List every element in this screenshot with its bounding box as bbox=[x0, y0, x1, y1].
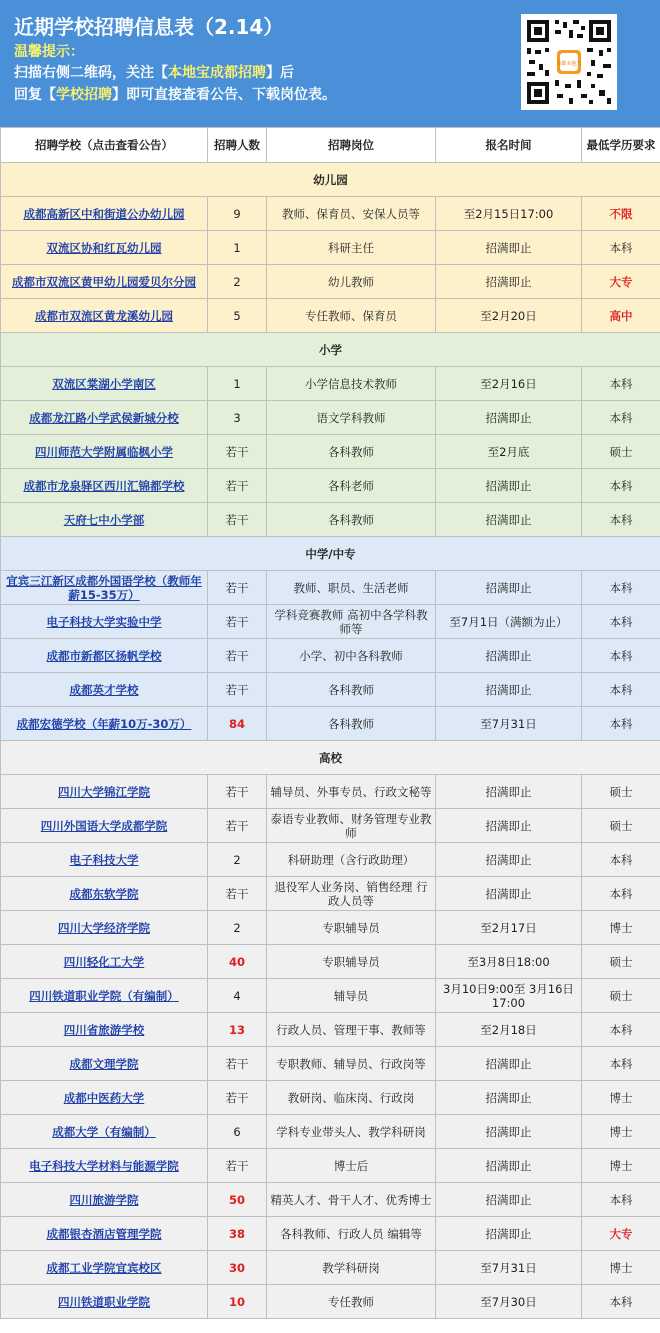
positions: 行政人员、管理干事、教师等 bbox=[267, 1013, 436, 1047]
school-link[interactable]: 宜宾三江新区成都外国语学校（教师年薪15-35万） bbox=[1, 571, 208, 605]
school-link[interactable]: 四川旅游学院 bbox=[1, 1183, 208, 1217]
positions: 各科教师、行政人员 编辑等 bbox=[267, 1217, 436, 1251]
min-education: 本科 bbox=[582, 639, 660, 673]
col-header-time: 报名时间 bbox=[436, 128, 582, 163]
school-link[interactable]: 电子科技大学实验中学 bbox=[1, 605, 208, 639]
positions: 小学、初中各科教师 bbox=[267, 639, 436, 673]
hiring-count: 若干 bbox=[208, 605, 267, 639]
hiring-count: 50 bbox=[208, 1183, 267, 1217]
school-link[interactable]: 成都高新区中和街道公办幼儿园 bbox=[1, 197, 208, 231]
hiring-count: 10 bbox=[208, 1285, 267, 1319]
school-link[interactable]: 四川省旅游学校 bbox=[1, 1013, 208, 1047]
hiring-count: 若干 bbox=[208, 1081, 267, 1115]
hiring-count: 若干 bbox=[208, 571, 267, 605]
table-row bbox=[1, 367, 660, 401]
application-time: 至3月8日18:00 bbox=[436, 945, 582, 979]
application-time: 招满即止 bbox=[436, 843, 582, 877]
qr-code-icon bbox=[521, 14, 617, 110]
school-link[interactable]: 成都大学（有编制） bbox=[1, 1115, 208, 1149]
instruction-text: 扫描右侧二维码，关注【 bbox=[14, 65, 168, 81]
instruction-text: 】后 bbox=[266, 65, 294, 81]
min-education: 硕士 bbox=[582, 775, 660, 809]
table-row bbox=[1, 911, 660, 945]
hint-label: 温馨提示： bbox=[14, 44, 84, 60]
school-link[interactable]: 双流区棠湖小学南区 bbox=[1, 367, 208, 401]
table-row bbox=[1, 571, 660, 605]
hiring-count: 4 bbox=[208, 979, 267, 1013]
col-header-count: 招聘人数 bbox=[208, 128, 267, 163]
hiring-count: 若干 bbox=[208, 877, 267, 911]
hiring-count: 若干 bbox=[208, 435, 267, 469]
application-time: 招满即止 bbox=[436, 265, 582, 299]
hiring-count: 3 bbox=[208, 401, 267, 435]
min-education: 硕士 bbox=[582, 945, 660, 979]
application-time: 招满即止 bbox=[436, 1149, 582, 1183]
min-education: 本科 bbox=[582, 231, 660, 265]
section-middle bbox=[1, 537, 660, 571]
table-row bbox=[1, 299, 660, 333]
hiring-count: 6 bbox=[208, 1115, 267, 1149]
application-time: 至2月底 bbox=[436, 435, 582, 469]
application-time: 招满即止 bbox=[436, 1115, 582, 1149]
hiring-count: 84 bbox=[208, 707, 267, 741]
school-link[interactable]: 四川师范大学附属临枫小学 bbox=[1, 435, 208, 469]
school-link[interactable]: 成都银杏酒店管理学院 bbox=[1, 1217, 208, 1251]
min-education: 博士 bbox=[582, 1115, 660, 1149]
application-time: 招满即止 bbox=[436, 1047, 582, 1081]
application-time: 3月10日9:00至 3月16日17:00 bbox=[436, 979, 582, 1013]
school-link[interactable]: 双流区协和红瓦幼儿园 bbox=[1, 231, 208, 265]
application-time: 至2月15日17:00 bbox=[436, 197, 582, 231]
school-link[interactable]: 四川大学经济学院 bbox=[1, 911, 208, 945]
positions: 博士后 bbox=[267, 1149, 436, 1183]
min-education: 本科 bbox=[582, 401, 660, 435]
min-education: 本科 bbox=[582, 843, 660, 877]
positions: 精英人才、骨干人才、优秀博士 bbox=[267, 1183, 436, 1217]
table-row bbox=[1, 197, 660, 231]
min-education: 硕士 bbox=[582, 435, 660, 469]
school-link[interactable]: 成都宏德学校（年薪10万-30万） bbox=[1, 707, 208, 741]
application-time: 至7月1日（满额为止） bbox=[436, 605, 582, 639]
section-primary bbox=[1, 333, 660, 367]
application-time: 招满即止 bbox=[436, 571, 582, 605]
hiring-count: 2 bbox=[208, 843, 267, 877]
min-education: 大专 bbox=[582, 265, 660, 299]
table-row bbox=[1, 945, 660, 979]
table-row bbox=[1, 1013, 660, 1047]
table-row bbox=[1, 1081, 660, 1115]
table-row bbox=[1, 1183, 660, 1217]
positions: 辅导员、外事专员、行政文秘等 bbox=[267, 775, 436, 809]
positions: 各科教师 bbox=[267, 673, 436, 707]
positions: 教师、职员、生活老师 bbox=[267, 571, 436, 605]
hiring-count: 若干 bbox=[208, 809, 267, 843]
instruction-text: 】即可直接查看公告、下载岗位表。 bbox=[112, 87, 336, 103]
hiring-count: 40 bbox=[208, 945, 267, 979]
school-link[interactable]: 成都工业学院宜宾校区 bbox=[1, 1251, 208, 1285]
min-education: 博士 bbox=[582, 1081, 660, 1115]
min-education: 本科 bbox=[582, 1013, 660, 1047]
positions: 语文学科教师 bbox=[267, 401, 436, 435]
application-time: 至7月31日 bbox=[436, 1251, 582, 1285]
school-link[interactable]: 成都龙江路小学武侯新城分校 bbox=[1, 401, 208, 435]
table-row bbox=[1, 673, 660, 707]
application-time: 招满即止 bbox=[436, 639, 582, 673]
positions: 各科教师 bbox=[267, 503, 436, 537]
application-time: 招满即止 bbox=[436, 231, 582, 265]
min-education: 博士 bbox=[582, 1149, 660, 1183]
positions: 泰语专业教师、财务管理专业教师 bbox=[267, 809, 436, 843]
hiring-count: 若干 bbox=[208, 1047, 267, 1081]
application-time: 招满即止 bbox=[436, 673, 582, 707]
positions: 退役军人业务岗、销售经理 行政人员等 bbox=[267, 877, 436, 911]
table-row bbox=[1, 605, 660, 639]
application-time: 至7月30日 bbox=[436, 1285, 582, 1319]
table-row bbox=[1, 1217, 660, 1251]
table-row bbox=[1, 775, 660, 809]
section-kindergarten bbox=[1, 163, 660, 197]
school-link[interactable]: 成都市双流区黄甲幼儿园爱贝尔分园 bbox=[1, 265, 208, 299]
min-education: 本科 bbox=[582, 571, 660, 605]
positions: 学科专业带头人、教学科研岗 bbox=[267, 1115, 436, 1149]
school-link[interactable]: 成都中医药大学 bbox=[1, 1081, 208, 1115]
hiring-count: 1 bbox=[208, 367, 267, 401]
hiring-count: 若干 bbox=[208, 503, 267, 537]
col-header-education: 最低学历要求 bbox=[582, 128, 660, 163]
school-link[interactable]: 电子科技大学材料与能源学院 bbox=[1, 1149, 208, 1183]
positions: 各科老师 bbox=[267, 469, 436, 503]
keyword: 学校招聘 bbox=[56, 87, 112, 103]
school-link[interactable]: 成都东软学院 bbox=[1, 877, 208, 911]
positions: 科研主任 bbox=[267, 231, 436, 265]
table-row bbox=[1, 707, 660, 741]
school-link[interactable]: 四川铁道职业学院 bbox=[1, 1285, 208, 1319]
school-link[interactable]: 四川轻化工大学 bbox=[1, 945, 208, 979]
min-education: 本科 bbox=[582, 469, 660, 503]
positions: 辅导员 bbox=[267, 979, 436, 1013]
positions: 各科教师 bbox=[267, 707, 436, 741]
application-time: 至2月18日 bbox=[436, 1013, 582, 1047]
table-body bbox=[1, 163, 660, 1319]
positions: 幼儿教师 bbox=[267, 265, 436, 299]
school-link[interactable]: 天府七中小学部 bbox=[1, 503, 208, 537]
positions: 教学科研岗 bbox=[267, 1251, 436, 1285]
hiring-count: 若干 bbox=[208, 673, 267, 707]
school-link[interactable]: 成都文理学院 bbox=[1, 1047, 208, 1081]
table-row bbox=[1, 1115, 660, 1149]
table-row bbox=[1, 639, 660, 673]
page-header bbox=[0, 0, 660, 127]
positions: 各科教师 bbox=[267, 435, 436, 469]
positions: 专职教师、辅导员、行政岗等 bbox=[267, 1047, 436, 1081]
section-university bbox=[1, 741, 660, 775]
min-education: 本科 bbox=[582, 503, 660, 537]
positions: 小学信息技术教师 bbox=[267, 367, 436, 401]
table-row bbox=[1, 843, 660, 877]
min-education: 本科 bbox=[582, 367, 660, 401]
qr-badge: 成都本地宝 bbox=[556, 61, 582, 67]
account-name: 本地宝成都招聘 bbox=[168, 65, 266, 81]
min-education: 硕士 bbox=[582, 809, 660, 843]
school-link[interactable]: 成都英才学校 bbox=[1, 673, 208, 707]
table-row bbox=[1, 1251, 660, 1285]
min-education: 本科 bbox=[582, 673, 660, 707]
min-education: 高中 bbox=[582, 299, 660, 333]
school-link[interactable]: 成都市新都区扬帆学校 bbox=[1, 639, 208, 673]
hiring-count: 若干 bbox=[208, 469, 267, 503]
hiring-count: 9 bbox=[208, 197, 267, 231]
application-time: 至2月16日 bbox=[436, 367, 582, 401]
positions: 学科竞赛教师 高初中各学科教师等 bbox=[267, 605, 436, 639]
hiring-count: 38 bbox=[208, 1217, 267, 1251]
hiring-count: 5 bbox=[208, 299, 267, 333]
table-row bbox=[1, 435, 660, 469]
positions: 专任教师 bbox=[267, 1285, 436, 1319]
school-link[interactable]: 四川大学锦江学院 bbox=[1, 775, 208, 809]
application-time: 至2月20日 bbox=[436, 299, 582, 333]
hiring-count: 若干 bbox=[208, 1149, 267, 1183]
min-education: 不限 bbox=[582, 197, 660, 231]
min-education: 本科 bbox=[582, 1285, 660, 1319]
col-header-position: 招聘岗位 bbox=[267, 128, 436, 163]
hiring-count: 2 bbox=[208, 265, 267, 299]
table-row bbox=[1, 265, 660, 299]
hiring-count: 1 bbox=[208, 231, 267, 265]
min-education: 博士 bbox=[582, 1251, 660, 1285]
min-education: 本科 bbox=[582, 1047, 660, 1081]
positions: 教研岗、临床岗、行政岗 bbox=[267, 1081, 436, 1115]
school-link[interactable]: 四川铁道职业学院（有编制） bbox=[1, 979, 208, 1013]
min-education: 本科 bbox=[582, 605, 660, 639]
instruction-text: 回复【 bbox=[14, 87, 56, 103]
hiring-count: 30 bbox=[208, 1251, 267, 1285]
table-row bbox=[1, 979, 660, 1013]
section-title: 幼儿园 bbox=[1, 163, 660, 197]
school-link[interactable]: 四川外国语大学成都学院 bbox=[1, 809, 208, 843]
section-title: 小学 bbox=[1, 333, 660, 367]
application-time: 招满即止 bbox=[436, 1081, 582, 1115]
qr-code[interactable] bbox=[521, 14, 617, 110]
hiring-count: 若干 bbox=[208, 639, 267, 673]
table-row bbox=[1, 231, 660, 265]
min-education: 大专 bbox=[582, 1217, 660, 1251]
application-time: 招满即止 bbox=[436, 877, 582, 911]
section-title: 高校 bbox=[1, 741, 660, 775]
min-education: 本科 bbox=[582, 1183, 660, 1217]
recruitment-table bbox=[0, 127, 660, 1319]
application-time: 招满即止 bbox=[436, 809, 582, 843]
application-time: 招满即止 bbox=[436, 469, 582, 503]
application-time: 招满即止 bbox=[436, 1217, 582, 1251]
positions: 科研助理（含行政助理） bbox=[267, 843, 436, 877]
col-header-school: 招聘学校（点击查看公告） bbox=[1, 128, 208, 163]
school-link[interactable]: 电子科技大学 bbox=[1, 843, 208, 877]
school-link[interactable]: 成都市龙泉驿区西川汇锦都学校 bbox=[1, 469, 208, 503]
table-row bbox=[1, 877, 660, 911]
table-row bbox=[1, 1285, 660, 1319]
application-time: 招满即止 bbox=[436, 1183, 582, 1217]
application-time: 至2月17日 bbox=[436, 911, 582, 945]
application-time: 招满即止 bbox=[436, 503, 582, 537]
section-title: 中学/中专 bbox=[1, 537, 660, 571]
positions: 教师、保育员、安保人员等 bbox=[267, 197, 436, 231]
application-time: 招满即止 bbox=[436, 401, 582, 435]
min-education: 硕士 bbox=[582, 979, 660, 1013]
table-row bbox=[1, 1149, 660, 1183]
positions: 专职辅导员 bbox=[267, 911, 436, 945]
application-time: 招满即止 bbox=[436, 775, 582, 809]
hiring-count: 13 bbox=[208, 1013, 267, 1047]
school-link[interactable]: 成都市双流区黄龙溪幼儿园 bbox=[1, 299, 208, 333]
table-header-row bbox=[1, 128, 660, 163]
page-title: 近期学校招聘信息表（2.14） bbox=[14, 15, 284, 39]
table-row bbox=[1, 1047, 660, 1081]
positions: 专职辅导员 bbox=[267, 945, 436, 979]
table-row bbox=[1, 401, 660, 435]
hiring-count: 2 bbox=[208, 911, 267, 945]
positions: 专任教师、保育员 bbox=[267, 299, 436, 333]
table-row bbox=[1, 503, 660, 537]
min-education: 本科 bbox=[582, 707, 660, 741]
min-education: 博士 bbox=[582, 911, 660, 945]
min-education: 本科 bbox=[582, 877, 660, 911]
hiring-count: 若干 bbox=[208, 775, 267, 809]
table-row bbox=[1, 809, 660, 843]
table-row bbox=[1, 469, 660, 503]
application-time: 至7月31日 bbox=[436, 707, 582, 741]
